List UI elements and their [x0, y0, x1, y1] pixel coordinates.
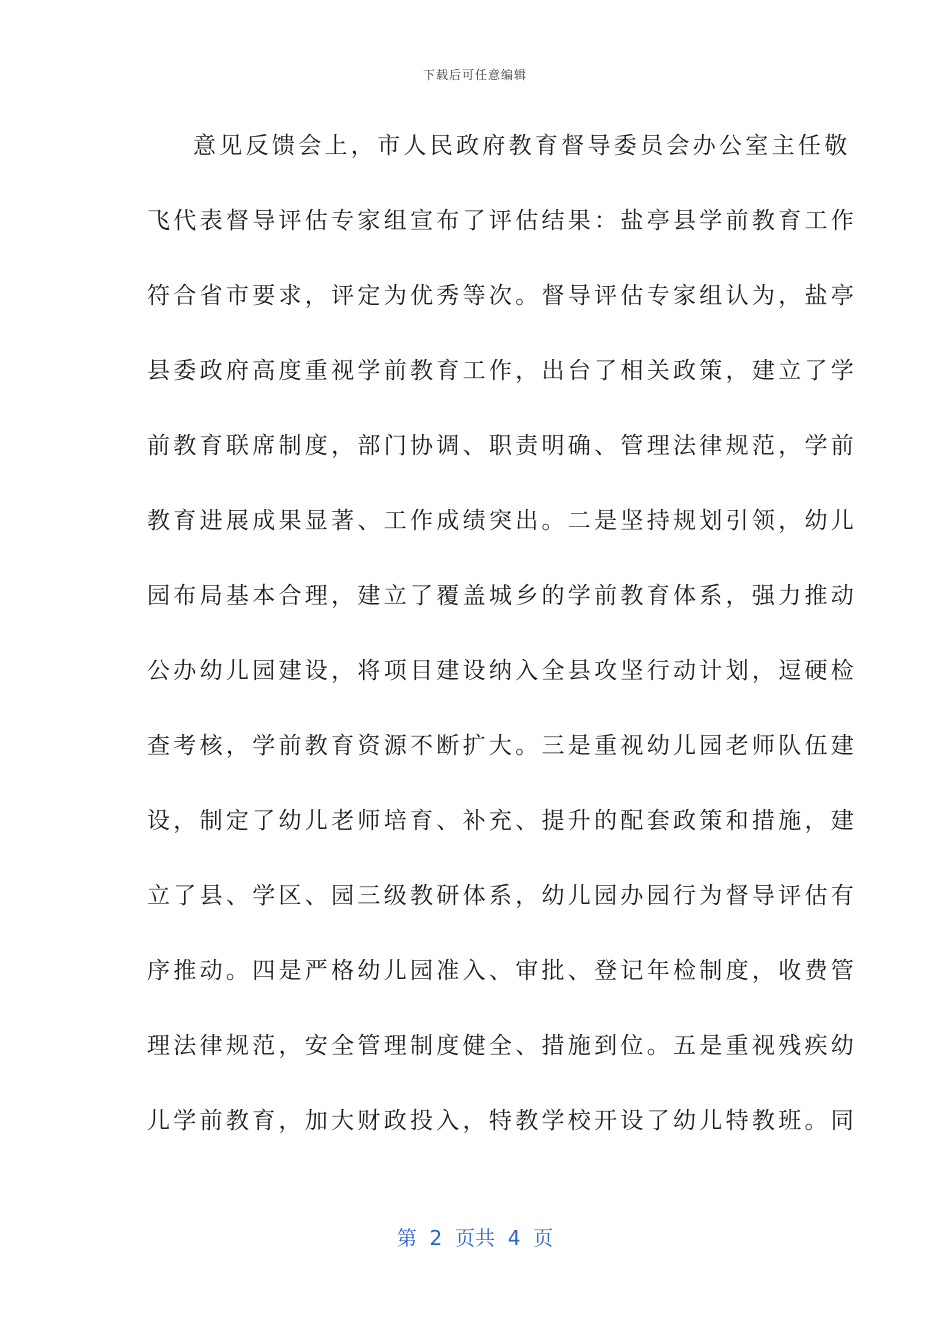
text-line: 公办幼儿园建设，将项目建设纳入全县攻坚行动计划，逗硬检	[147, 658, 858, 684]
page-number-footer: 第 2 页共 4 页	[396, 1226, 554, 1250]
page-header: 下载后可任意编辑	[422, 68, 527, 82]
text-line: 县委政府高度重视学前教育工作，出台了相关政策，建立了学	[147, 358, 858, 384]
text-line: 理法律规范，安全管理制度健全、措施到位。五是重视残疾幼	[147, 1033, 858, 1059]
text-line: 教育进展成果显著、工作成绩突出。二是坚持规划引领，幼儿	[147, 508, 858, 534]
document-body	[147, 116, 858, 1166]
text-line: 查考核，学前教育资源不断扩大。三是重视幼儿园老师队伍建	[147, 733, 858, 759]
text-line: 意见反馈会上，市人民政府教育督导委员会办公室主任敬	[193, 133, 851, 159]
text-line: 儿学前教育，加大财政投入，特教学校开设了幼儿特教班。同	[147, 1108, 858, 1134]
text-line: 飞代表督导评估专家组宣布了评估结果：盐亭县学前教育工作	[147, 208, 858, 234]
text-line: 前教育联席制度，部门协调、职责明确、管理法律规范，学前	[147, 433, 858, 459]
text-line: 符合省市要求，评定为优秀等次。督导评估专家组认为，盐亭	[147, 283, 858, 309]
text-line: 序推动。四是严格幼儿园准入、审批、登记年检制度，收费管	[147, 958, 858, 984]
text-line: 设，制定了幼儿老师培育、补充、提升的配套政策和措施，建	[147, 808, 858, 834]
text-line: 立了县、学区、园三级教研体系，幼儿园办园行为督导评估有	[147, 883, 858, 909]
text-line: 园布局基本合理，建立了覆盖城乡的学前教育体系，强力推动	[147, 583, 858, 609]
